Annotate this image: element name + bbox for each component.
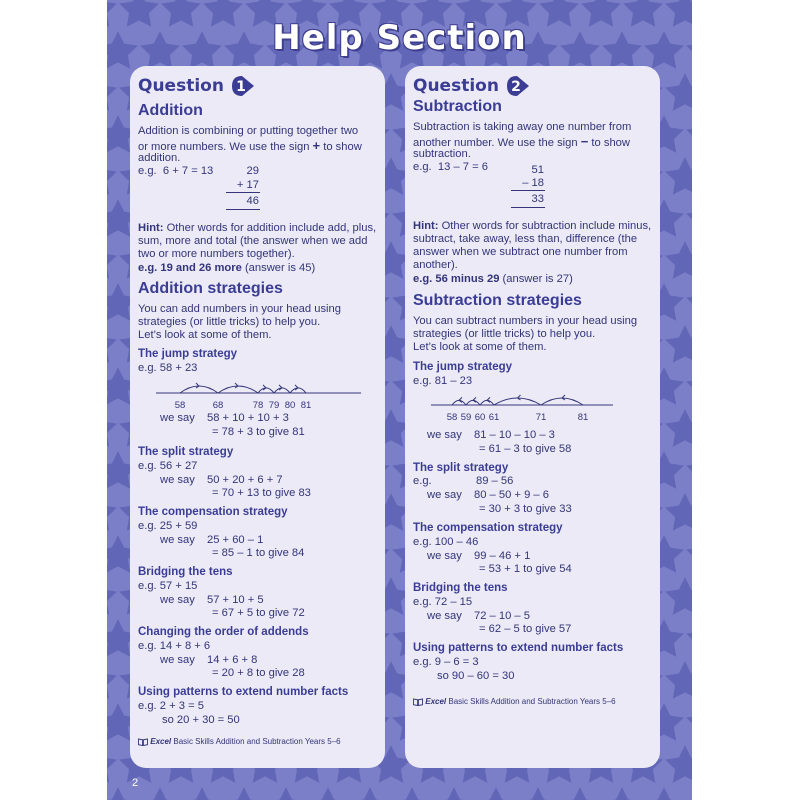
compensation-strategy-title: The compensation strategy (138, 506, 288, 518)
jump-we-say: we say (427, 429, 462, 441)
background-star (107, 745, 117, 783)
background-star (686, 367, 692, 405)
question-2-heading (413, 74, 531, 98)
number-line-arrow (562, 395, 565, 400)
jump-line-1: 58 + 10 + 10 + 3 (207, 412, 289, 424)
subtraction-intro-2: another number. We use the sign − to show (413, 134, 630, 149)
number-line-tick-label: 78 (252, 400, 264, 411)
background-star (140, 787, 180, 800)
order-we-say: we say (160, 654, 195, 666)
strategies-intro-2: strategies (or little tricks) to help you. (413, 328, 596, 340)
hint-line-4: another). (413, 259, 458, 271)
number-line-jump-arc (466, 400, 480, 405)
number-line-jump-arc (180, 386, 218, 393)
compensation-example: e.g. 100 – 46 (413, 536, 479, 548)
jump-we-say: we say (160, 412, 195, 424)
addition-intro-1: Addition is combining or putting together two (138, 125, 359, 137)
patterns-line-1: so 20 + 30 = 50 (162, 714, 240, 726)
split-example: e.g. (413, 475, 432, 487)
number-line-tick-label: 68 (212, 400, 224, 411)
background-star (665, 577, 692, 615)
subtraction-number-line (431, 388, 641, 424)
addition-strategies-heading: Addition strategies (138, 280, 283, 297)
number-line-jump-arc (480, 400, 494, 405)
hint-line-2: sum, more and total (the answer when we add (138, 235, 368, 247)
page-number: 2 (132, 777, 139, 789)
number-line-tick-label: 59 (460, 412, 472, 423)
strategies-intro-3: Let’s look at some of them. (138, 329, 272, 341)
background-star (665, 325, 692, 363)
addition-example: e.g. 6 + 7 = 13 (138, 165, 214, 177)
compensation-we-say: we say (427, 550, 462, 562)
background-star (686, 115, 692, 153)
number-line-arrow (518, 395, 521, 400)
hint-line-1: Hint: Other words for addition include add, plus, (138, 222, 377, 234)
background-star (686, 535, 692, 573)
background-star (686, 283, 692, 321)
hint-line-3: answer when we subtract one number from (413, 246, 628, 258)
question-2-number: 2 (511, 79, 521, 95)
order-line-2: = 20 + 8 to give 28 (212, 667, 305, 679)
split-line-1: 50 + 20 + 6 + 7 (207, 474, 283, 486)
background-star (107, 493, 117, 531)
jump-line-1: 81 – 10 – 10 – 3 (474, 429, 555, 441)
number-line-jump-arc (258, 388, 274, 393)
number-line-arrow (473, 397, 476, 402)
addition-number-line (156, 376, 366, 412)
background-star (107, 73, 117, 111)
background-star (644, 787, 684, 800)
question-label: Question (138, 76, 224, 96)
background-star (560, 787, 600, 800)
background-star (665, 409, 692, 447)
background-star (107, 787, 138, 800)
column-rule (511, 190, 545, 191)
background-star (182, 787, 222, 800)
background-star (665, 493, 692, 531)
background-star (665, 241, 692, 279)
background-star (224, 787, 264, 800)
number-line-tick-label: 81 (300, 400, 312, 411)
strategies-intro-3: Let’s look at some of them. (413, 341, 547, 353)
column-rule-bottom (511, 207, 545, 208)
split-strategy-title: The split strategy (138, 446, 234, 458)
number-line-tick-label: 58 (446, 412, 458, 423)
question-2-badge (505, 74, 531, 98)
jump-strategy-example: e.g. 58 + 23 (138, 362, 198, 374)
number-line-jump-arc (541, 398, 583, 405)
column-rule (226, 192, 260, 193)
background-star (107, 241, 117, 279)
bridging-we-say: we say (160, 594, 195, 606)
number-line-tick-label: 81 (577, 412, 589, 423)
minus-sign: − (580, 134, 589, 149)
patterns-title: Using patterns to extend number facts (413, 642, 624, 654)
jump-strategy-title: The jump strategy (138, 348, 238, 360)
compensation-strategy-title: The compensation strategy (413, 522, 563, 534)
order-of-addends-title: Changing the order of addends (138, 626, 309, 638)
number-line-jump-arc (452, 400, 466, 405)
question-label: Question (413, 76, 499, 96)
patterns-example: e.g. 9 – 6 = 3 (413, 656, 479, 668)
strategies-intro-1: You can subtract numbers in your head using (413, 315, 638, 327)
hint-line-2: subtract, take away, less than, difference (the (413, 233, 638, 245)
background-star (518, 787, 558, 800)
split-strategy-title: The split strategy (413, 462, 509, 474)
background-star (665, 661, 692, 699)
jump-strategy-example: e.g. 81 – 23 (413, 375, 473, 387)
number-line-arrow (235, 383, 238, 388)
number-line-jump-arc (494, 398, 541, 405)
number-line-arrow (459, 397, 462, 402)
background-star (665, 745, 692, 783)
plus-sign: + (312, 138, 321, 153)
number-line-jump-arc (218, 386, 258, 393)
background-star (602, 787, 642, 800)
column-answer: 33 (531, 193, 544, 205)
number-line-tick-label: 61 (488, 412, 500, 423)
bridging-example: e.g. 72 – 15 (413, 596, 473, 608)
book-icon (413, 698, 423, 706)
number-line-tick-label: 80 (284, 400, 296, 411)
strategies-intro-2: strategies (or little tricks) to help you. (138, 316, 321, 328)
number-line-arrow (263, 385, 266, 390)
bridging-line-1: 72 – 10 – 5 (474, 610, 530, 622)
background-star (308, 787, 348, 800)
addition-intro-3: addition. (138, 152, 181, 164)
subtraction-strategies-heading: Subtraction strategies (413, 292, 582, 309)
split-example: e.g. 56 + 27 (138, 460, 198, 472)
order-example: e.g. 14 + 8 + 6 (138, 640, 211, 652)
footer-left: Excel Basic Skills Addition and Subtraction Years 5–6 (138, 735, 341, 749)
jump-line-2: = 61 – 3 to give 58 (479, 443, 572, 455)
background-star (665, 157, 692, 195)
bridging-line-1: 57 + 10 + 5 (207, 594, 264, 606)
background-star (107, 409, 117, 447)
addition-panel (130, 66, 385, 768)
patterns-example: e.g. 2 + 3 = 5 (138, 700, 204, 712)
column-answer: 46 (246, 195, 259, 207)
addition-heading: Addition (138, 102, 203, 119)
subtraction-panel (405, 66, 660, 768)
patterns-title: Using patterns to extend number facts (138, 686, 349, 698)
compensation-example: e.g. 25 + 59 (138, 520, 198, 532)
subtraction-intro-1: Subtraction is taking away one number from (413, 121, 632, 133)
background-star (686, 451, 692, 489)
compensation-line-2: = 85 – 1 to give 84 (212, 547, 305, 559)
split-line-2: = 30 + 3 to give 33 (479, 503, 572, 515)
background-star (686, 787, 692, 800)
background-star (686, 619, 692, 657)
compensation-line-2: = 53 + 1 to give 54 (479, 563, 572, 575)
page-title: Help Section (272, 18, 527, 58)
split-expression: 89 – 56 (476, 475, 514, 487)
hint-example: e.g. 56 minus 29 (answer is 27) (413, 273, 573, 285)
background-star (686, 703, 692, 741)
background-star (665, 73, 692, 111)
number-line-arrow (487, 397, 490, 402)
hint-line-3: two or more numbers together). (138, 248, 295, 260)
bridging-tens-title: Bridging the tens (413, 582, 508, 594)
column-rule-bottom (226, 209, 260, 210)
number-line-arrow (295, 385, 298, 390)
background-star (434, 787, 474, 800)
column-top: 51 (531, 164, 544, 176)
column-middle: + 17 (236, 179, 259, 191)
number-line-arrow (196, 383, 199, 388)
split-we-say: we say (427, 489, 462, 501)
background-star (476, 787, 516, 800)
subtraction-example: e.g. 13 – 7 = 6 (413, 161, 488, 173)
background-star (266, 787, 306, 800)
number-line-tick-label: 60 (474, 412, 486, 423)
background-star (107, 661, 117, 699)
book-icon (138, 738, 148, 746)
question-1-badge (230, 74, 256, 98)
bridging-tens-title: Bridging the tens (138, 566, 233, 578)
bridging-line-2: = 67 + 5 to give 72 (212, 607, 305, 619)
split-line-1: 80 – 50 + 9 – 6 (474, 489, 549, 501)
number-line-arrow (279, 385, 282, 390)
compensation-we-say: we say (160, 534, 195, 546)
column-middle: – 18 (522, 177, 544, 189)
page-sheet (107, 0, 692, 800)
question-1-heading (138, 74, 256, 98)
strategies-intro-1: You can add numbers in your head using (138, 303, 341, 315)
background-star (107, 577, 117, 615)
background-star (392, 787, 432, 800)
addition-intro-2: or more numbers. We use the sign + to show (138, 138, 362, 153)
bridging-example: e.g. 57 + 15 (138, 580, 198, 592)
subtraction-heading: Subtraction (413, 98, 502, 115)
compensation-line-1: 25 + 60 – 1 (207, 534, 264, 546)
question-1-number: 1 (236, 79, 246, 95)
order-line-1: 14 + 6 + 8 (207, 654, 258, 666)
background-star (350, 787, 390, 800)
hint-example: e.g. 19 and 26 more (answer is 45) (138, 262, 316, 274)
background-star (107, 325, 117, 363)
jump-line-2: = 78 + 3 to give 81 (212, 426, 305, 438)
number-line-tick-label: 79 (268, 400, 280, 411)
compensation-line-1: 99 – 46 + 1 (474, 550, 531, 562)
patterns-line-1: so 90 – 60 = 30 (437, 670, 515, 682)
subtraction-intro-3: subtraction. (413, 148, 471, 160)
split-we-say: we say (160, 474, 195, 486)
hint-line-1: Hint: Other words for subtraction include minus, (413, 220, 652, 232)
background-star (686, 199, 692, 237)
number-line-tick-label: 71 (535, 412, 547, 423)
split-line-2: = 70 + 13 to give 83 (212, 487, 311, 499)
footer-right: Excel Basic Skills Addition and Subtraction Years 5–6 (413, 695, 616, 709)
bridging-line-2: = 62 – 5 to give 57 (479, 623, 572, 635)
bridging-we-say: we say (427, 610, 462, 622)
column-top: 29 (246, 165, 259, 177)
jump-strategy-title: The jump strategy (413, 361, 513, 373)
number-line-jump-arc (290, 388, 306, 393)
number-line-tick-label: 58 (174, 400, 186, 411)
number-line-jump-arc (274, 388, 290, 393)
background-star (107, 157, 117, 195)
